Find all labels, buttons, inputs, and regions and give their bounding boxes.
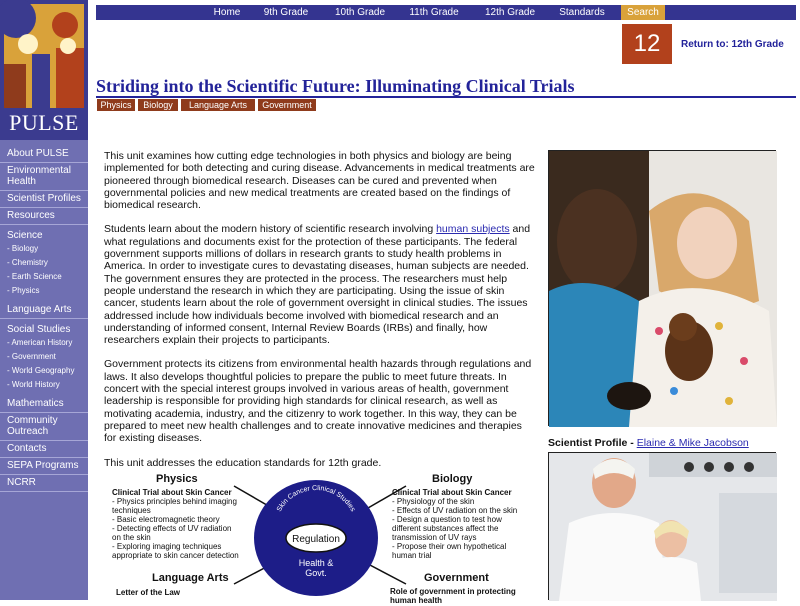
sidebar-item-ncrr[interactable]: NCRR bbox=[0, 475, 88, 492]
pulse-logo[interactable] bbox=[0, 0, 88, 140]
top-nav-bar bbox=[96, 5, 796, 20]
diagram-biology-list: - Physiology of the skin - Effects of UV radiation on the skin - Design a question to test how different substances affect the transmission of UV rays - Propose their own hypothetical human trial bbox=[392, 497, 518, 560]
tag-government[interactable]: Government bbox=[258, 99, 316, 111]
sidebar-item-american-history[interactable]: - American History bbox=[7, 338, 73, 347]
page-title: Striding into the Scientific Future: Illuminating Clinical Trials bbox=[96, 76, 575, 96]
logo-artwork bbox=[4, 4, 84, 108]
sidebar-item-community-outreach[interactable]: Community Outreach bbox=[0, 413, 88, 441]
diagram-physics-sub: Clinical Trial about Skin Cancer bbox=[112, 488, 232, 497]
sidebar-item-sepa-programs[interactable]: SEPA Programs bbox=[0, 458, 88, 475]
paragraph-intro: This unit examines how cutting edge technologies in both physics and biology are being implemented for both detecting and curing disease. Advancements in medical treatments are pioneered through biomedical research. Diseases can be cured and prevented when governmental policies and new medical treatments are created based on the findings of biomedical research. bbox=[104, 150, 535, 212]
sidebar-item-world-history[interactable]: - World History bbox=[7, 380, 60, 389]
sidebar-item-scientist-profiles[interactable]: Scientist Profiles bbox=[0, 191, 88, 208]
diagram-center-bottom-2: Govt. bbox=[305, 568, 327, 578]
diagram-government-heading: Government bbox=[424, 572, 489, 584]
diagram-physics-list: - Physics principles behind imaging techniques - Basic electromagnetic theory - Detecting effects of UV radiation on the skin - Exploring imaging techniques appropriate to skin cancer detection bbox=[112, 497, 239, 560]
sidebar-item-science[interactable]: Science bbox=[7, 230, 43, 241]
diagram-arc-subtitle: Skin Cancer Clinical Studies bbox=[275, 484, 357, 513]
diagram-government-sub-2: human health bbox=[390, 596, 443, 605]
sidebar-item-physics[interactable]: - Physics bbox=[7, 286, 40, 295]
nav-10th-grade[interactable]: 10th Grade bbox=[334, 7, 386, 18]
diagram-biology-sub: Clinical Trial about Skin Cancer bbox=[392, 488, 512, 497]
grade-badge: 12 bbox=[622, 24, 672, 64]
curriculum-diagram bbox=[104, 468, 536, 605]
tag-biology[interactable]: Biology bbox=[138, 99, 178, 111]
sidebar-item-social-studies[interactable]: Social Studies bbox=[7, 324, 71, 335]
sidebar-item-world-geography[interactable]: - World Geography bbox=[7, 366, 75, 375]
diagram-language-arts-heading: Language Arts bbox=[152, 572, 229, 584]
sidebar-nav bbox=[0, 146, 88, 492]
nav-12th-grade[interactable]: 12th Grade bbox=[484, 7, 536, 18]
paragraph-standards: This unit addresses the education standards for 12th grade. bbox=[104, 456, 382, 469]
title-divider bbox=[96, 96, 796, 98]
paragraph-government: Government protects its citizens from environmental health hazards through regulations and laws. It also develops thoughtful policies to prepare the public to meet future threats. In concert with the special interest groups involved in various areas of health, government leadership is responsible for providing high standards for clinical research, as well as motivating academia, industry, and the citizenry to work together. In this way, they can be prepared to meet new health challenges and to create innovative medicines and therapies for existing diseases. bbox=[104, 358, 532, 445]
human-subjects-link[interactable]: human subjects bbox=[436, 223, 510, 236]
sidebar-item-environmental-health[interactable]: Environmental Health bbox=[0, 163, 88, 191]
sidebar-item-chemistry[interactable]: - Chemistry bbox=[7, 258, 48, 267]
tag-physics[interactable]: Physics bbox=[97, 99, 135, 111]
diagram-center-bottom: Health & bbox=[298, 558, 334, 568]
scientist-photo[interactable] bbox=[548, 452, 776, 600]
sidebar-item-resources[interactable]: Resources bbox=[0, 208, 88, 225]
sidebar-item-about-pulse[interactable]: About PULSE bbox=[0, 146, 88, 163]
diagram-biology-heading: Biology bbox=[432, 473, 473, 485]
sidebar-item-government[interactable]: - Government bbox=[7, 352, 56, 361]
diagram-center-label: Regulation bbox=[292, 534, 340, 545]
scientist-profile-link[interactable]: Elaine & Mike Jacobson bbox=[636, 437, 749, 449]
diagram-government-sub: Role of government in protecting bbox=[390, 587, 516, 596]
scientist-profile-label: Scientist Profile - Elaine & Mike Jacobson bbox=[548, 437, 749, 449]
diagram-physics-heading: Physics bbox=[156, 473, 198, 485]
nav-search[interactable]: Search bbox=[621, 5, 665, 20]
tag-language-arts[interactable]: Language Arts bbox=[181, 99, 255, 111]
sidebar-item-earth-science[interactable]: - Earth Science bbox=[7, 272, 62, 281]
nav-11th-grade[interactable]: 11th Grade bbox=[409, 7, 459, 18]
unit-description bbox=[104, 150, 536, 481]
sidebar-item-biology[interactable]: - Biology bbox=[7, 244, 39, 253]
paragraph-history: Students learn about the modern history of scientific research involving human subjects and what regulations and documents exist for the protection of these participants. The federal government supports millions of dollars in research grants to study health problems in America. In order to investigate cures to devastating diseases, human subjects are needed. The government ensures they are protected in the process. The researchers must help people understand the research in which they are participating. Using the issue of skin cancer, students learn about the role of government oversight in clinical studies. The issues addressed include how individuals become involved with biomedical research and an understanding of informed consent, Internal Review Boards (IRBs) and finally, how researchers explain their projects to participants. bbox=[104, 223, 531, 347]
nav-standards[interactable]: Standards bbox=[559, 7, 605, 18]
sidebar bbox=[0, 0, 88, 600]
sidebar-item-contacts[interactable]: Contacts bbox=[0, 441, 88, 458]
diagram-language-arts-sub: Letter of the Law bbox=[116, 588, 181, 597]
sidebar-item-mathematics[interactable]: Mathematics bbox=[0, 396, 88, 413]
return-to-grade-link[interactable]: Return to: 12th Grade bbox=[681, 39, 784, 50]
nav-home[interactable]: Home bbox=[213, 7, 241, 18]
nav-9th-grade[interactable]: 9th Grade bbox=[263, 7, 309, 18]
logo-text: PULSE bbox=[9, 110, 79, 135]
sidebar-item-language-arts[interactable]: Language Arts bbox=[0, 302, 88, 319]
clinical-photo bbox=[548, 150, 776, 426]
diagram-arc-title: Protecting Human Subjects: bbox=[267, 468, 365, 497]
